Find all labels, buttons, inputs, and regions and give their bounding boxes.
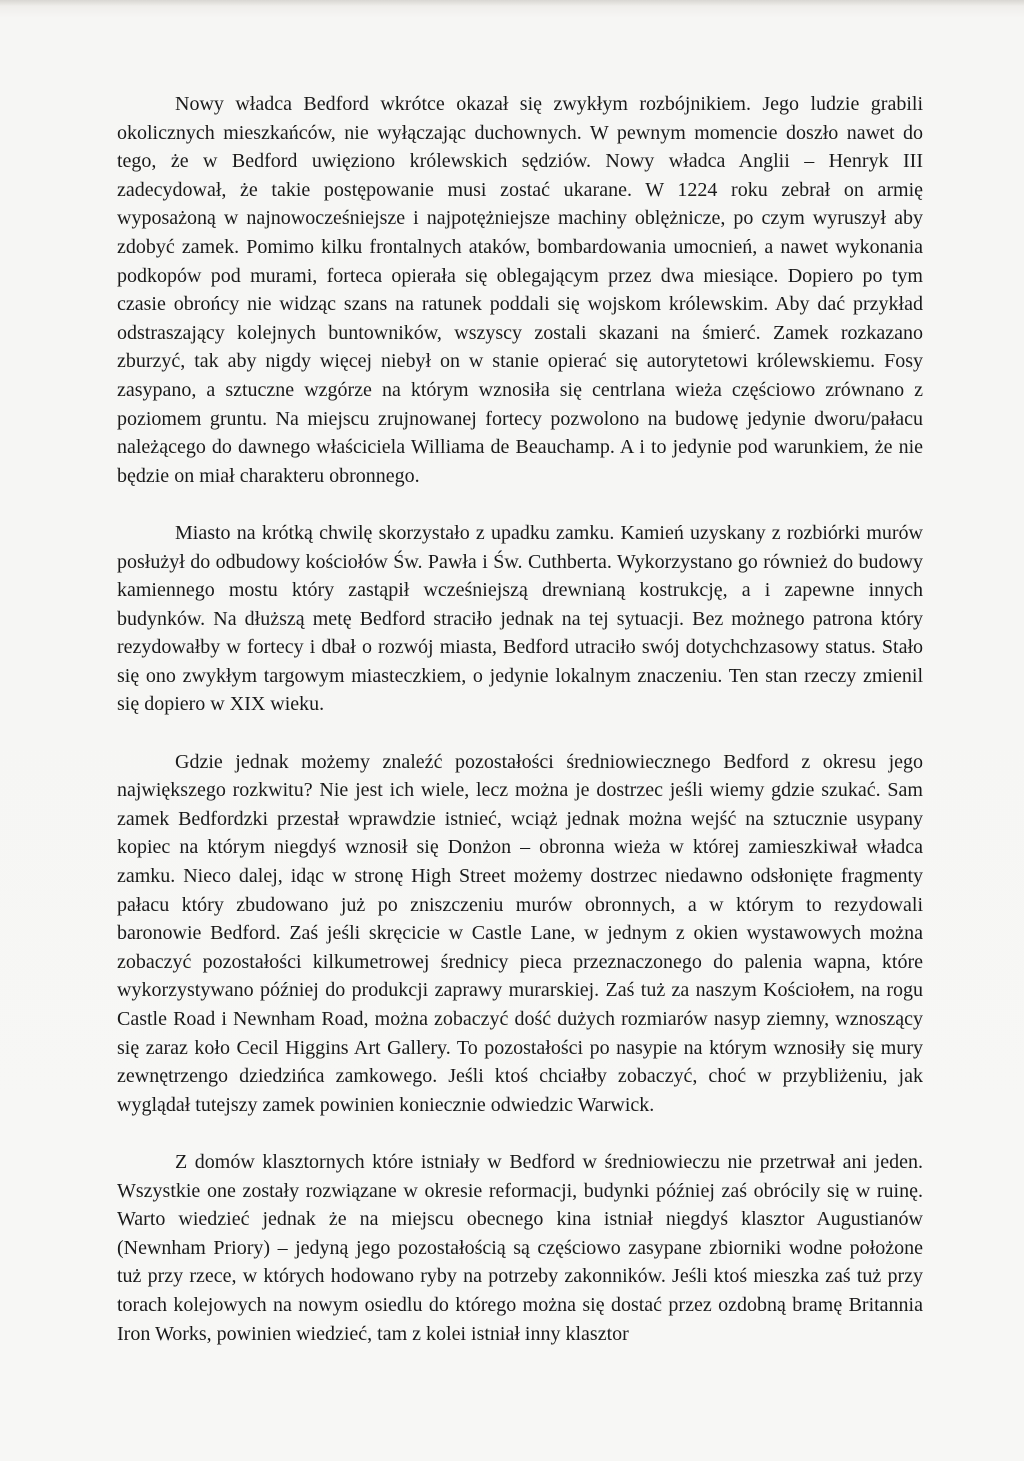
paragraph-3: Gdzie jednak możemy znaleźć pozostałości średniowiecznego Bedford z okresu jego największego rozkwitu? Nie jest ich wiele, lecz można je dostrzec jeśli wiemy gdzie szukać. Sam zamek Bedfordzki przestał wprawdzie istnieć, wciąż jednak można wejść na sztucznie usypany kopiec na którym niegdyś wznosił się Donżon – obronna wieża w której zamieszkiwał władca zamku. Nieco dalej, idąc w stronę High Street możemy dostrzec niedawno odsłonięte fragmenty pałacu który zbudowano już po zniszczeniu murów obronnych, a w którym to rezydowali baronowie Bedford. Zaś jeśli skręcicie w Castle Lane, w jednym z okien wystawowych można zobaczyć pozostałości kilkumetrowej średnicy pieca przeznaczonego do palenia wapna, które wykorzystywano później do produkcji zaprawy murarskiej. Zaś tuż za naszym Kościołem, na rogu Castle Road i Newnham Road, można zobaczyć dość dużych rozmiarów nasyp ziemny, wznoszący się zaraz koło Cecil Higgins Art Gallery. To pozostałości po nasypie na którym wznosiły się mury zewnętrzengo dziedzińca zamkowego. Jeśli ktoś chciałby zobaczyć, choć w przybliżeniu, jak wyglądał tutejszy zamek powinien koniecznie odwiedzic Warwick. — [117, 750, 923, 1116]
paragraph-2: Miasto na krótką chwilę skorzystało z upadku zamku. Kamień uzyskany z rozbiórki murów posłużył do odbudowy kościołów Św. Pawła i Św. Cuthberta. Wykorzystano go również do budowy kamiennego mostu który zastąpił wcześniejszą drewnianą kostrukcję, a i zapewne innych budynków. Na dłuższą metę Bedford straciło jednak na tej sytuacji. Bez możnego patrona który rezydowałby w fortecy i dbał o rozwój miasta, Bedford utraciło swój dotychchzasowy status. Stało się ono zwykłym targowym miasteczkiem, o jedynie lokalnym znaczeniu. Ten stan rzeczy zmienil się dopiero w XIX wieku. — [117, 521, 923, 716]
document-body — [117, 90, 923, 1348]
paragraph-1: Nowy władca Bedford wkrótce okazał się zwykłym rozbójnikiem. Jego ludzie grabili okolicznych mieszkańców, nie wyłączając duchownych. W pewnym momencie doszło nawet do tego, że w Bedford uwięziono królewskich sędziów. Nowy władca Anglii – Henryk III zadecydował, że takie postępowanie musi zostać ukarane. W 1224 roku zebrał on armię wyposażoną w najnowocześniejsze i najpotężniejsze machiny oblężnicze, po czym wyruszył aby zdobyć zamek. Pomimo kilku frontalnych ataków, bombardowania umocnień, a nawet wykonania podkopów pod murami, forteca opierała się oblegającym przez dwa miesiące. Dopiero po tym czasie obrońcy nie widząc szans na ratunek poddali się wojskom królewskim. Aby dać przykład odstraszający kolejnych buntowników, wszyscy zostali skazani na śmierć. Zamek rozkazano zburzyć, tak aby nigdy więcej niebył on w stanie opierać się autorytetowi królewskiemu. Fosy zasypano, a sztuczne wzgórze na którym wznosiła się centrlana wieża częściowo zrównano z poziomem gruntu. Na miejscu zrujnowanej fortecy pozwolono na budowę jedynie dworu/pałacu należącego do dawnego właściciela Williama de Beauchamp. A i to jedynie pod warunkiem, że nie będzie on miał charakteru obronnego. — [117, 93, 923, 487]
paragraph-4: Z domów klasztornych które istniały w Bedford w średniowieczu nie przetrwał ani jeden. Wszystkie one zostały rozwiązane w okresie reformacji, budynki później zaś obrócily się w ruinę. Warto wiedzieć jednak że na miejscu obecnego kina istniał niegdyś klasztor Augustianów (Newnham Priory) – jedyną jego pozostałością są częściowo zasypane zbiorniki wodne położone tuż przy rzece, w których hodowano ryby na potrzeby zakonników. Jeśli ktoś mieszka zaś tuż przy torach kolejowych na nowym osiedlu do którego można się dostać przez ozdobną bramę Britannia Iron Works, powinien wiedzieć, tam z kolei istniał inny klasztor — [117, 1150, 923, 1345]
scan-shadow-edge — [0, 0, 1024, 6]
